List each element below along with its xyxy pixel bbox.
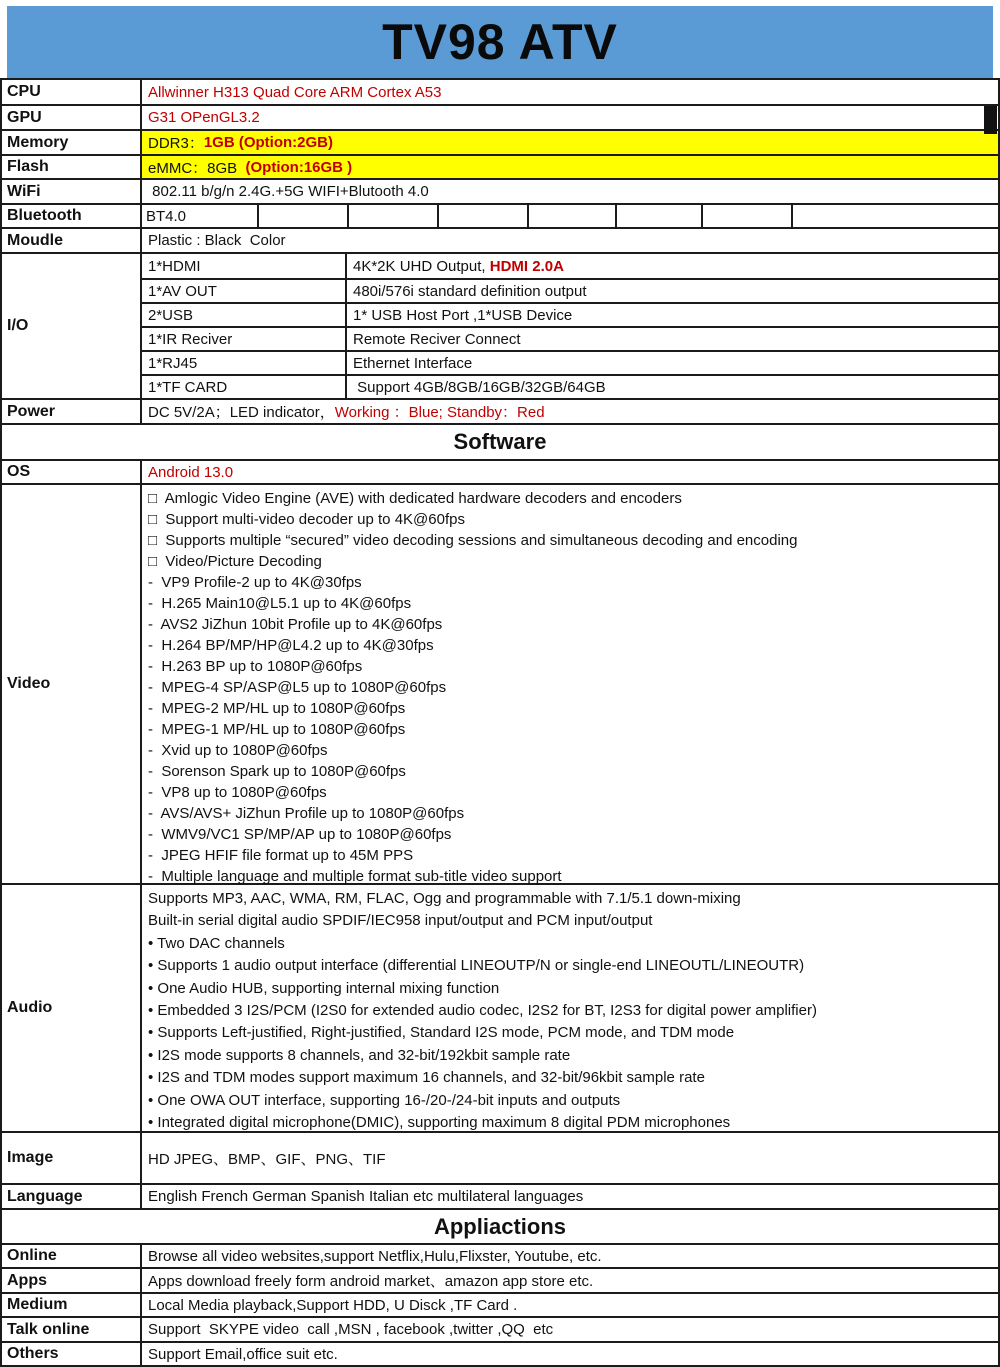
video-feature-line: - H.264 BP/MP/HP@L4.2 up to 4K@30fps: [148, 637, 434, 654]
row-label-talk-online: Talk online: [2, 1318, 142, 1341]
audio-feature-line: • I2S and TDM modes support maximum 16 channels, and 32-bit/96kbit sample rate: [148, 1069, 705, 1087]
row-label-module: Moudle: [2, 229, 142, 252]
video-feature-line: - JPEG HFIF file format up to 45M PPS: [148, 847, 414, 864]
spec-table: [0, 78, 1000, 1367]
medium-value: Local Media playback,Support HDD, U Disck ,TF Card .: [148, 1296, 518, 1314]
io-port: 1*AV OUT: [142, 280, 347, 302]
video-feature-line: □ Supports multiple “secured” video decoding sessions and simultaneous decoding and encoding: [148, 532, 798, 549]
io-port: 1*HDMI: [142, 254, 347, 278]
io-desc-text: 4K*2K UHD Output,: [353, 257, 490, 275]
video-feature-line: - WMV9/VC1 SP/MP/AP up to 1080P@60fps: [148, 826, 452, 843]
spec-row-gpu: [2, 104, 998, 129]
image-formats-value: HD JPEG、BMP、GIF、PNG、TIF: [148, 1150, 386, 1168]
io-row-avout: [142, 278, 998, 302]
audio-feature-line: Built-in serial digital audio SPDIF/IEC958 input/output and PCM input/output: [148, 912, 653, 930]
video-feature-line: - VP9 Profile-2 up to 4K@30fps: [148, 574, 362, 591]
io-desc: 1* USB Host Port ,1*USB Device: [353, 306, 573, 324]
app-row-online: [2, 1243, 998, 1267]
row-label-os: OS: [2, 461, 142, 483]
row-label-cpu: CPU: [2, 80, 142, 104]
io-port: 1*TF CARD: [142, 376, 347, 398]
video-feature-line: - H.265 Main10@L5.1 up to 4K@60fps: [148, 595, 412, 612]
spec-row-module: [2, 227, 998, 252]
module-value: Plastic : Black Color: [148, 232, 286, 249]
video-feature-line: - MPEG-2 MP/HL up to 1080P@60fps: [148, 700, 406, 717]
app-row-talk-online: [2, 1316, 998, 1341]
online-value: Browse all video websites,support Netflix,Hulu,Flixster, Youtube, etc.: [148, 1247, 602, 1265]
audio-feature-line: • One Audio HUB, supporting internal mixing function: [148, 979, 500, 997]
video-feature-line: - AVS2 JiZhun 10bit Profile up to 4K@60fps: [148, 616, 443, 633]
row-label-bluetooth: Bluetooth: [2, 205, 142, 227]
spec-row-wifi: [2, 178, 998, 203]
apps-value: Apps download freely form android market、amazon app store etc.: [148, 1273, 594, 1290]
spec-row-memory: [2, 129, 998, 154]
row-label-gpu: GPU: [2, 106, 142, 129]
bluetooth-empty-cell: [703, 205, 793, 227]
audio-feature-line: • Two DAC channels: [148, 934, 285, 952]
bluetooth-empty-cell: [259, 205, 349, 227]
audio-feature-list: [142, 885, 998, 1131]
spec-row-language: [2, 1183, 998, 1208]
spec-row-audio: [2, 883, 998, 1131]
memory-size: 1GB (Option:2GB): [203, 134, 333, 151]
spec-row-bluetooth: [2, 203, 998, 227]
io-desc: Ethernet Interface: [353, 354, 473, 372]
audio-feature-line: • Integrated digital microphone(DMIC), supporting maximum 8 digital PDM microphones: [148, 1114, 731, 1132]
app-row-medium: [2, 1292, 998, 1316]
io-desc: Remote Reciver Connect: [353, 330, 521, 348]
section-header-applications: Appliactions: [2, 1208, 998, 1243]
wifi-value: 802.11 b/g/n 2.4G.+5G WIFI+Blutooth 4.0: [148, 183, 429, 200]
io-port: 1*IR Reciver: [142, 328, 347, 350]
audio-feature-line: Supports MP3, AAC, WMA, RM, FLAC, Ogg and programmable with 7.1/5.1 down-mixing: [148, 890, 741, 907]
row-label-flash: Flash: [2, 156, 142, 178]
bluetooth-empty-cell: [529, 205, 617, 227]
spec-row-power: [2, 398, 998, 423]
video-feature-line: - Multiple language and multiple format sub-title video support: [148, 868, 562, 885]
talk-online-value: Support SKYPE video call ,MSN , facebook ,twitter ,QQ etc: [148, 1321, 554, 1338]
gpu-row-artifact: [984, 106, 997, 134]
section-header-software: Software: [2, 423, 998, 459]
row-label-audio: Audio: [2, 885, 142, 1131]
gpu-value: G31 OPenGL3.2: [148, 109, 260, 126]
io-row-usb: [142, 302, 998, 326]
flash-value-cell: [142, 156, 998, 178]
row-label-image: Image: [2, 1133, 142, 1183]
row-label-wifi: WiFi: [2, 180, 142, 203]
io-row-rj45: [142, 350, 998, 374]
power-spec: DC 5V/2A；LED indicator，: [148, 404, 335, 421]
bluetooth-value: BT4.0: [142, 205, 259, 227]
os-value: Android 13.0: [148, 463, 234, 481]
cpu-value: Allwinner H313 Quad Core ARM Cortex A53: [148, 83, 442, 101]
video-feature-line: □ Video/Picture Decoding: [148, 553, 322, 570]
row-label-power: Power: [2, 400, 142, 423]
spec-row-os: [2, 459, 998, 483]
spec-row-flash: [2, 154, 998, 178]
io-desc: 480i/576i standard definition output: [353, 282, 587, 300]
video-feature-list: [142, 485, 998, 883]
video-feature-line: - MPEG-4 SP/ASP@L5 up to 1080P@60fps: [148, 679, 447, 696]
video-feature-line: - Sorenson Spark up to 1080P@60fps: [148, 763, 406, 780]
io-row-ir: [142, 326, 998, 350]
bluetooth-empty-cell: [439, 205, 529, 227]
bluetooth-empty-cell: [617, 205, 703, 227]
video-feature-line: - MPEG-1 MP/HL up to 1080P@60fps: [148, 721, 406, 738]
language-value: English French German Spanish Italian etc multilateral languages: [148, 1188, 584, 1205]
power-led-status: Working ：Blue; Standby：Red: [334, 404, 545, 421]
audio-feature-line: • Embedded 3 I2S/PCM (I2S0 for extended audio codec, I2S2 for BT, I2S3 for digital power amplifier): [148, 1002, 817, 1020]
spec-row-cpu: [2, 78, 998, 104]
io-port: 2*USB: [142, 304, 347, 326]
audio-feature-line: • Supports Left-justified, Right-justified, Standard I2S mode, PCM mode, and TDM mode: [148, 1024, 735, 1042]
flash-type: eMMC：8GB: [148, 159, 246, 177]
spec-row-video: [2, 483, 998, 883]
row-label-apps: Apps: [2, 1269, 142, 1292]
audio-feature-line: • Supports 1 audio output interface (differential LINEOUTP/N or single-end LINEOUTL/LINEOUTR): [148, 957, 805, 975]
video-feature-line: - H.263 BP up to 1080P@60fps: [148, 658, 363, 675]
video-feature-line: □ Support multi-video decoder up to 4K@60fps: [148, 511, 465, 528]
spec-sheet: [0, 6, 1000, 1367]
memory-value-cell: [142, 131, 998, 154]
audio-feature-line: • I2S mode supports 8 channels, and 32-bit/192kbit sample rate: [148, 1046, 571, 1064]
page-title: TV98 ATV: [7, 6, 993, 78]
io-port: 1*RJ45: [142, 352, 347, 374]
flash-option: (Option:16GB ): [245, 158, 353, 176]
io-subtable: [142, 254, 998, 398]
memory-type: DDR3：: [148, 135, 204, 152]
bluetooth-empty-cell: [793, 205, 998, 227]
video-feature-line: □ Amlogic Video Engine (AVE) with dedicated hardware decoders and encoders: [148, 490, 682, 507]
spec-row-image: [2, 1131, 998, 1183]
bluetooth-empty-cell: [349, 205, 439, 227]
io-desc: Support 4GB/8GB/16GB/32GB/64GB: [353, 378, 606, 396]
row-label-io: I/O: [2, 254, 142, 398]
video-feature-line: - VP8 up to 1080P@60fps: [148, 784, 327, 801]
row-label-medium: Medium: [2, 1294, 142, 1316]
io-row-tfcard: [142, 374, 998, 398]
row-label-language: Language: [2, 1185, 142, 1208]
io-row-hdmi: [142, 254, 998, 278]
row-label-memory: Memory: [2, 131, 142, 154]
io-desc-highlight: HDMI 2.0A: [489, 257, 564, 275]
row-label-online: Online: [2, 1245, 142, 1267]
app-row-apps: [2, 1267, 998, 1292]
audio-feature-line: • One OWA OUT interface, supporting 16-/20-/24-bit inputs and outputs: [148, 1091, 621, 1109]
row-label-video: Video: [2, 485, 142, 883]
video-feature-line: - Xvid up to 1080P@60fps: [148, 742, 328, 759]
spec-row-io: [2, 252, 998, 398]
row-label-others: Others: [2, 1343, 142, 1365]
app-row-others: [2, 1341, 998, 1365]
video-feature-line: - AVS/AVS+ JiZhun Profile up to 1080P@60fps: [148, 805, 465, 822]
power-value-cell: [142, 400, 998, 423]
io-desc: [347, 254, 998, 278]
others-value: Support Email,office suit etc.: [148, 1345, 338, 1363]
